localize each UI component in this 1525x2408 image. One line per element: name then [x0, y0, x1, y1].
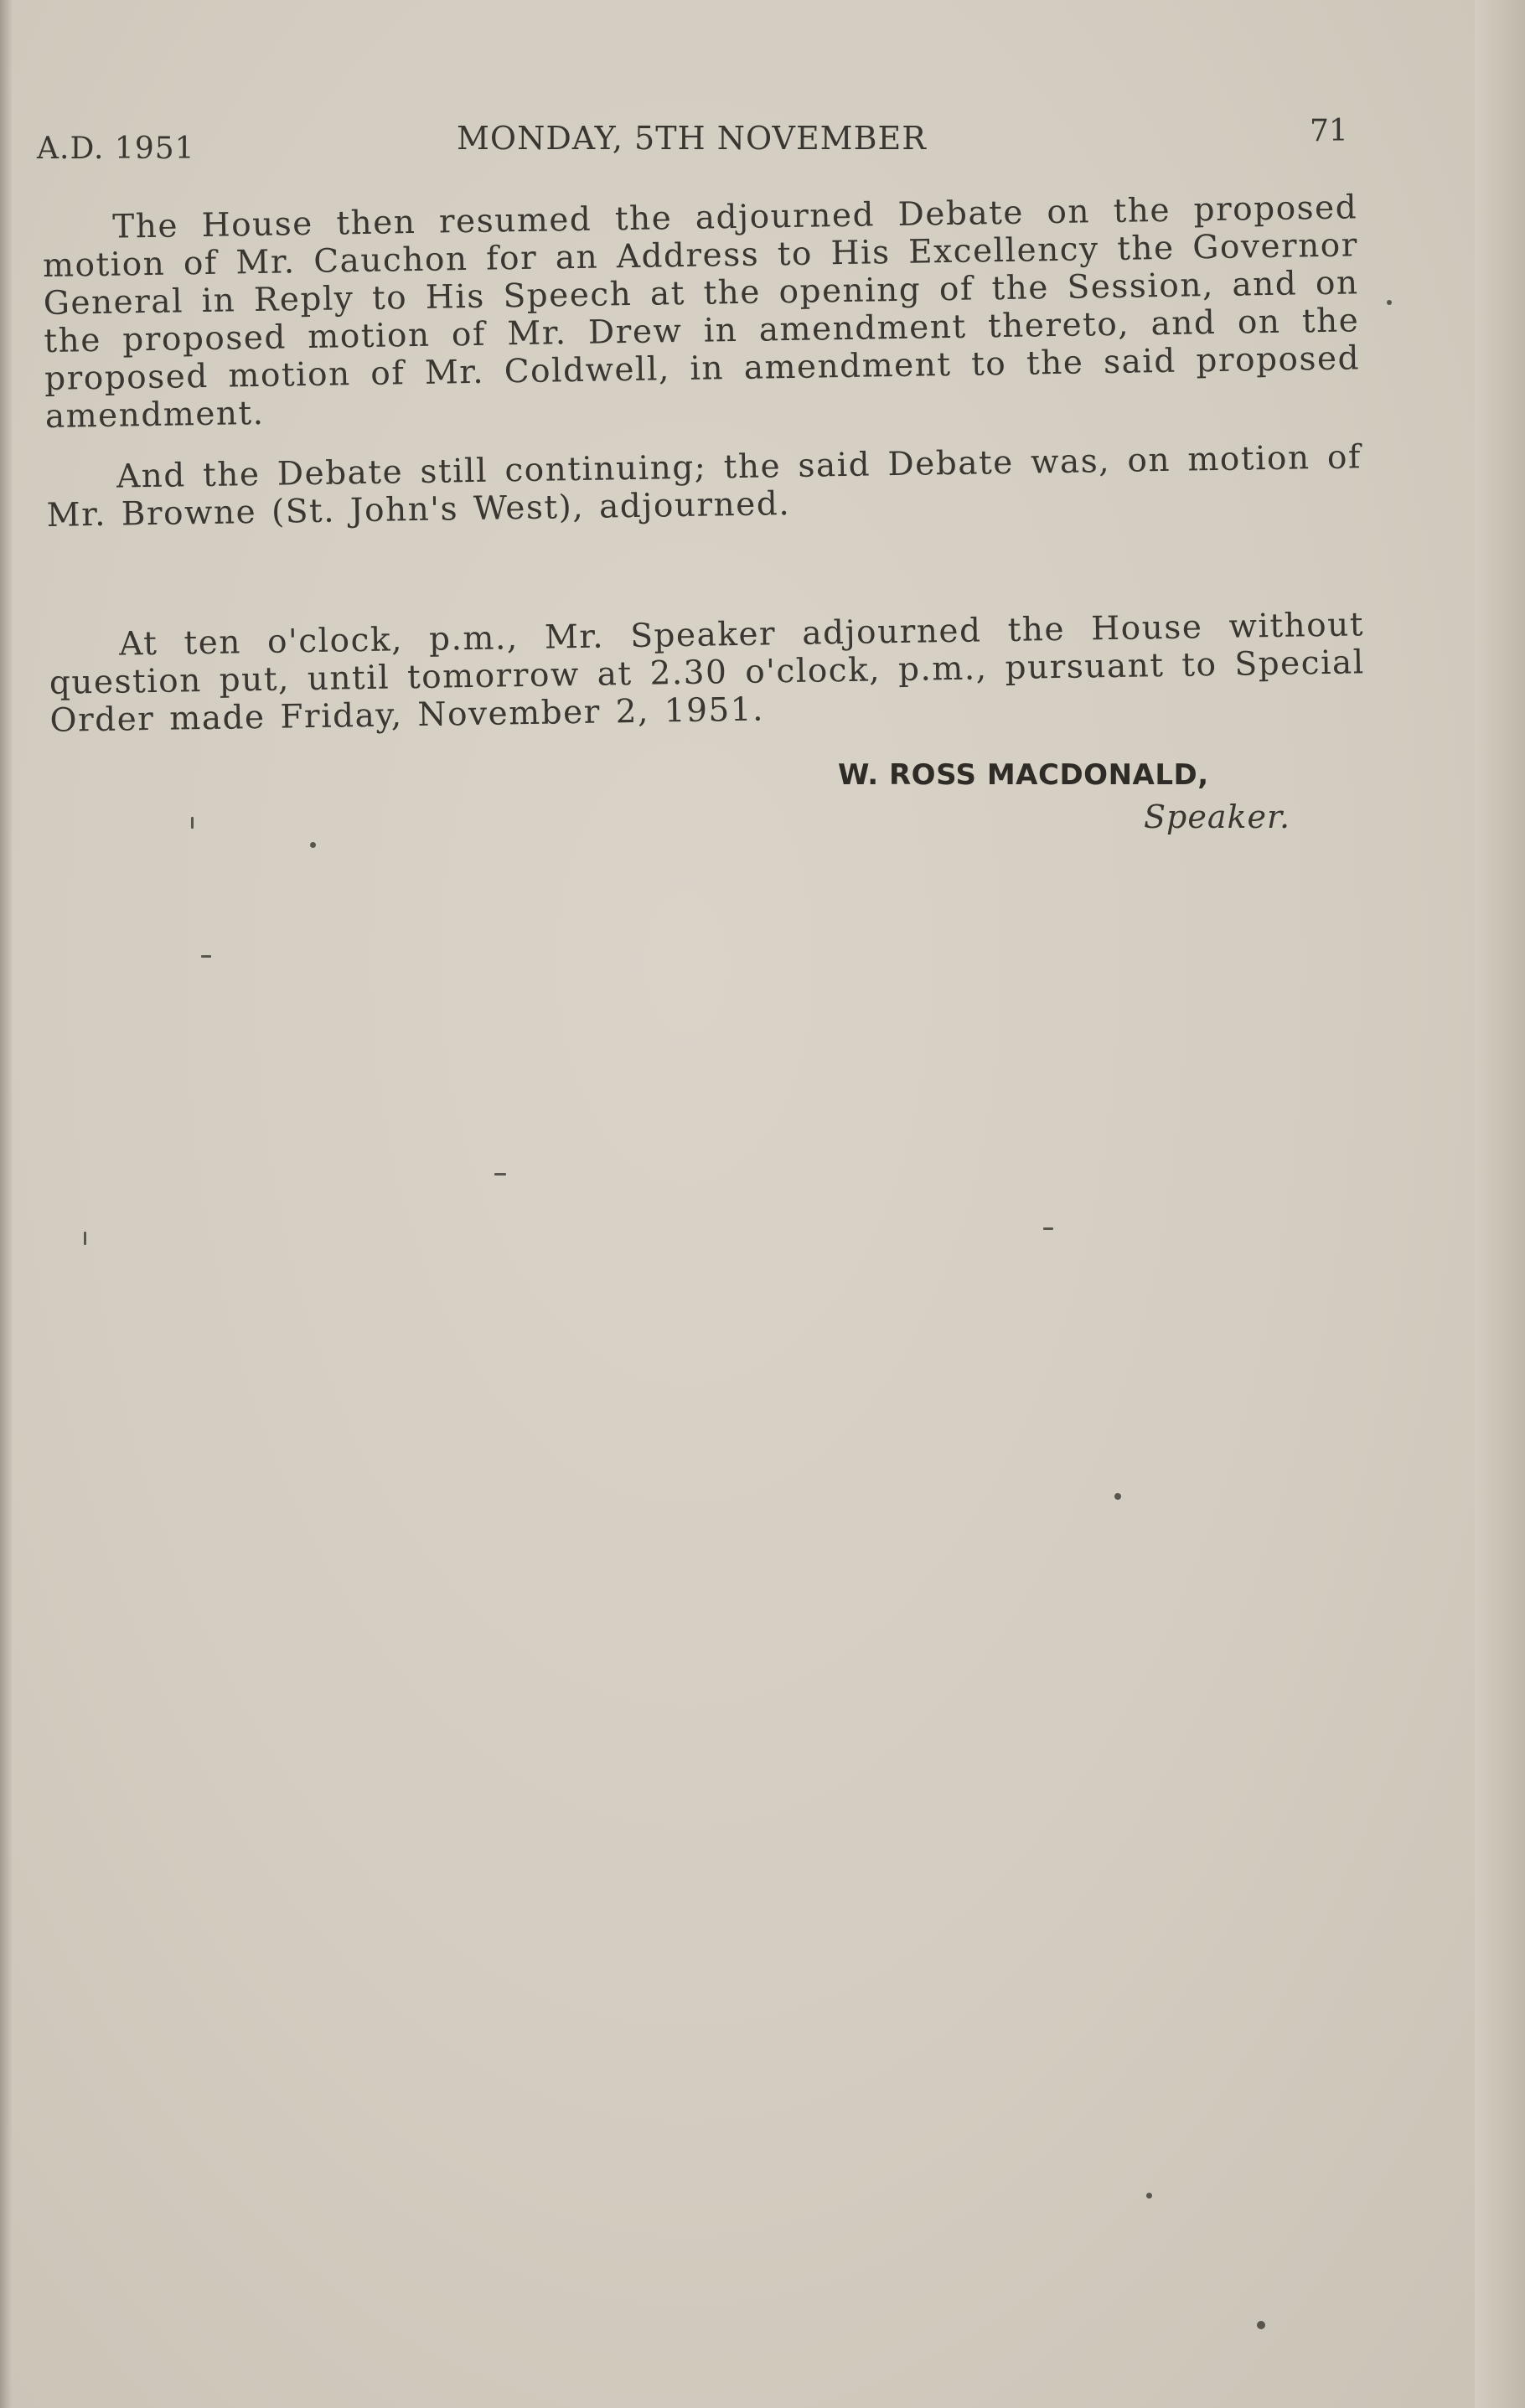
page-number: 71 [1310, 114, 1348, 148]
speaker-name: W. ROSS MACDONALD, [838, 758, 1209, 792]
paper-speck [1257, 2321, 1265, 2329]
paper-speck [191, 817, 194, 829]
paragraph-resumed-debate: The House then resumed the adjourned Debate on the proposed motion of Mr. Cauchon for an Address to His Excellency the Governor General in Reply to His Speech at the opening of the Session, and on the proposed motion of Mr. Drew in amendment thereto, and on the proposed motion of Mr. Coldwell, in amendment to the said proposed amendment. [42, 189, 1361, 436]
signature-block [838, 758, 1307, 835]
journal-entry-body [42, 189, 1366, 740]
speaker-title: Speaker. [1144, 798, 1291, 835]
page-header [0, 0, 1525, 184]
paper-speck [201, 955, 211, 958]
paper-speck [310, 842, 316, 848]
page-right-edge [1475, 0, 1525, 2408]
paragraph-house-adjourned: At ten o'clock, p.m., Mr. Speaker adjourned the House without question put, until tomorrow at 2.30 o'clock, p.m., pursuant to Special Order made Friday, November 2, 1951. [49, 606, 1366, 740]
paper-speck [1146, 2193, 1152, 2199]
paper-speck [1114, 1493, 1121, 1500]
paragraph-debate-adjourned: And the Debate still continuing; the said Debate was, on motion of Mr. Browne (St. John's West), adjourned. [46, 438, 1362, 535]
paper-speck [1387, 300, 1392, 305]
paper-speck [494, 1173, 506, 1176]
header-year: A.D. 1951 [37, 132, 195, 166]
paper-speck [84, 1232, 86, 1245]
paper-speck [1043, 1227, 1053, 1230]
page-left-edge [0, 0, 12, 2408]
header-date: MONDAY, 5TH NOVEMBER [457, 120, 927, 157]
